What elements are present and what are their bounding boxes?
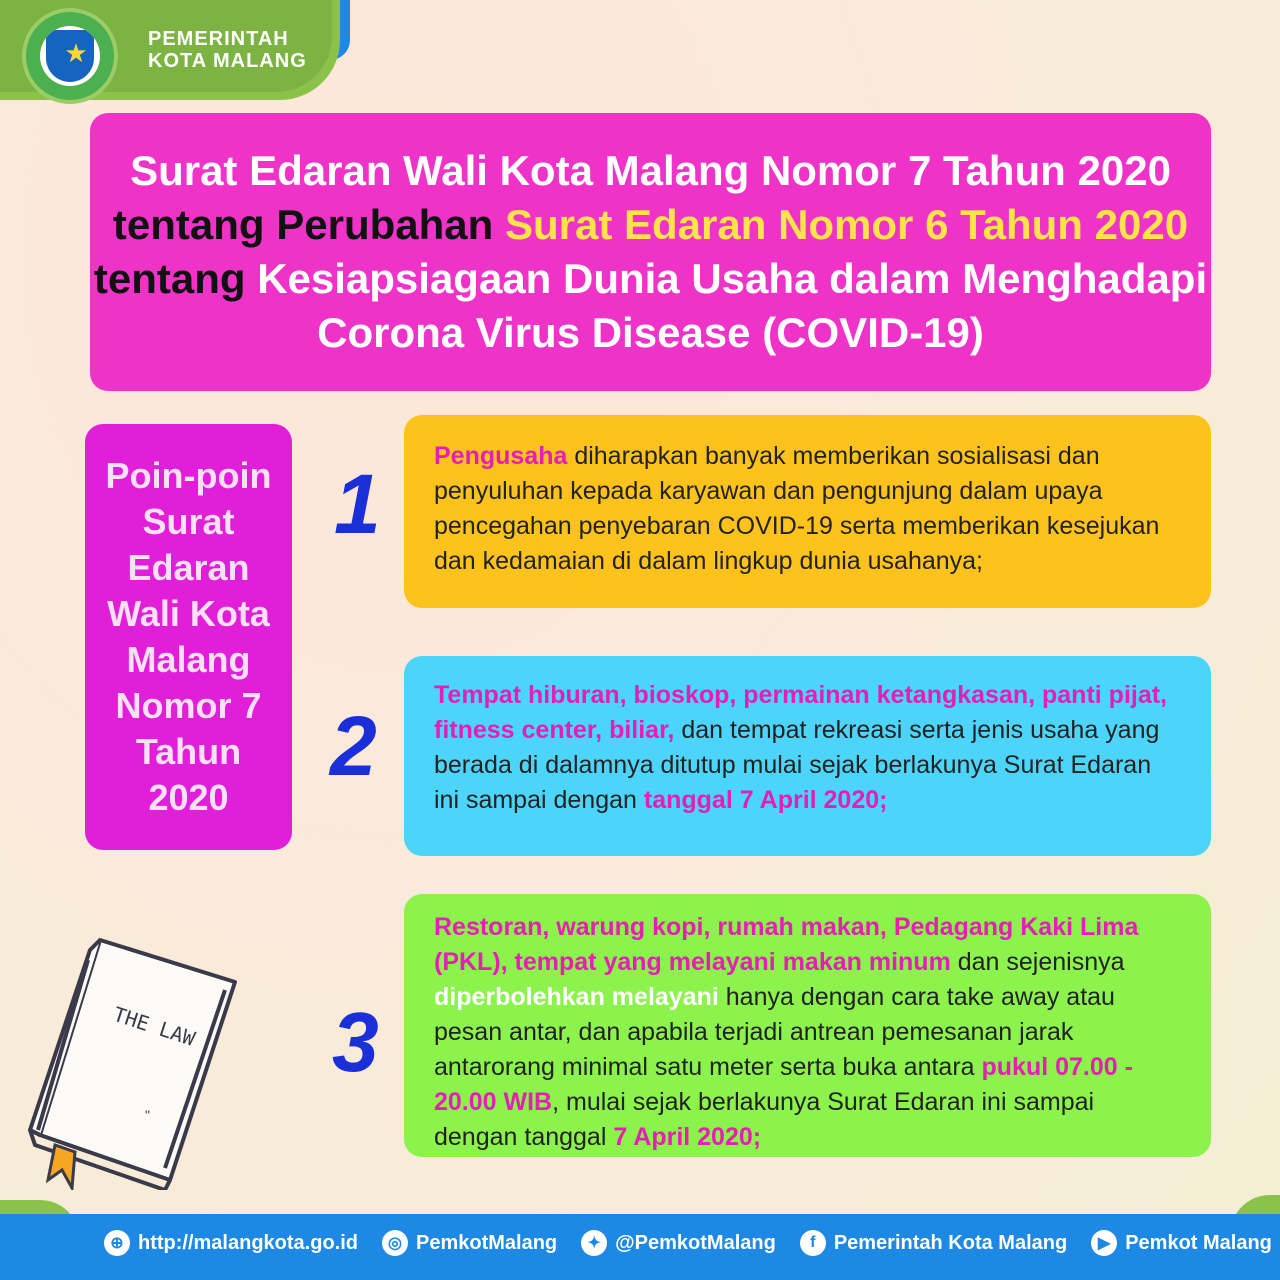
- youtube-play-icon: ▶: [1091, 1230, 1117, 1256]
- globe-icon: ⊕: [104, 1230, 130, 1256]
- point3-body-a: dan sejenisnya: [950, 948, 1125, 976]
- point-box-1: [404, 415, 1211, 608]
- footer-instagram-text: PemkotMalang: [416, 1231, 558, 1254]
- footer-youtube-text: Pemkot Malang: [1125, 1231, 1272, 1254]
- footer-facebook-link[interactable]: [800, 1230, 1067, 1256]
- point1-highlight: Pengusaha: [434, 442, 568, 470]
- point-number-2: 2: [330, 699, 377, 793]
- point3-allowed: diperbolehkan melayani: [434, 983, 719, 1011]
- point2-body: dan tempat rekreasi serta jenis usaha yang berada di dalamnya ditutup mulai sejak berlakunya Surat Edaran ini sampai dengan: [434, 716, 1160, 814]
- twitter-icon: ✦: [581, 1230, 607, 1256]
- side-box: [85, 424, 292, 850]
- svg-text:": ": [145, 1107, 150, 1123]
- point1-body: diharapkan banyak memberikan sosialisasi dan penyuluhan kepada karyawan dan pengunjung dalam upaya pencegahan penyebaran COVID-19 serta memberikan kesejukan dan kedamaian di dalam lingkup dunia usahanya;: [434, 442, 1160, 575]
- point-text-3: [434, 910, 1181, 1155]
- law-book-icon: [20, 930, 260, 1190]
- point-box-3: [404, 894, 1211, 1157]
- footer-twitter-link[interactable]: [581, 1230, 776, 1256]
- header-line1: PEMERINTAH: [148, 28, 289, 50]
- header-badge: [0, 0, 330, 100]
- point-number-1: 1: [334, 457, 381, 551]
- footer-website-text: http://malangkota.go.id: [138, 1231, 358, 1254]
- book-label: THE LAW: [110, 1001, 199, 1051]
- title-line2: [113, 198, 1188, 252]
- facebook-icon: f: [800, 1230, 826, 1256]
- point3-body-c: , mulai sejak berlakunya Surat Edaran ini sampai dengan tanggal: [434, 1088, 1095, 1151]
- title-box: [90, 113, 1211, 391]
- header-title: [148, 28, 307, 72]
- point3-body-b: hanya dengan cara take away atau pesan antar, dan apabila terjadi antrean pemesanan jarak antarorang minimal satu meter serta buka antara: [434, 983, 1115, 1081]
- point-text-1: [434, 439, 1181, 579]
- city-logo: [22, 8, 118, 104]
- title-line3-prefix: tentang: [93, 255, 258, 302]
- side-text: Poin-poin Surat Edaran Wali Kota Malang Nomor 7 Tahun 2020: [105, 455, 272, 818]
- footer-facebook-text: Pemerintah Kota Malang: [833, 1231, 1068, 1254]
- footer-social-links: [104, 1230, 1280, 1256]
- point3-highlight: Restoran, warung kopi, rumah makan, Pedagang Kaki Lima (PKL), tempat yang melayani makan minum: [434, 913, 1139, 976]
- footer-website-link[interactable]: [104, 1230, 358, 1256]
- footer-instagram-link[interactable]: [382, 1230, 557, 1256]
- point3-hours: pukul 07.00 - 20.00 WIB: [434, 1053, 1133, 1116]
- title-line1: Surat Edaran Wali Kota Malang Nomor 7 Tahun 2020: [130, 147, 1171, 194]
- point-number-3: 3: [332, 995, 379, 1089]
- point2-highlight: Tempat hiburan, bioskop, permainan ketangkasan, panti pijat, fitness center, biliar,: [434, 681, 1168, 744]
- logo-inner: [40, 26, 100, 86]
- title-line3: [94, 252, 1207, 306]
- footer-youtube-link[interactable]: [1091, 1230, 1272, 1256]
- logo-star-icon: ★: [64, 38, 88, 68]
- title-line2-prefix: tentang Perubahan: [112, 201, 505, 248]
- footer-twitter-text: @PemkotMalang: [615, 1231, 776, 1254]
- point-box-2: [404, 656, 1211, 856]
- point-text-2: [434, 678, 1181, 818]
- point2-date: tanggal 7 April 2020;: [643, 786, 888, 814]
- header-line2: KOTA MALANG: [148, 50, 307, 72]
- title-line3-rest: Kesiapsiagaan Dunia Usaha dalam Menghadapi: [257, 255, 1208, 302]
- instagram-icon: ◎: [382, 1230, 408, 1256]
- title-line4: Corona Virus Disease (COVID-19): [317, 309, 984, 356]
- title-line2-highlight: Surat Edaran Nomor 6 Tahun 2020: [504, 201, 1189, 248]
- point3-date: 7 April 2020;: [613, 1123, 762, 1151]
- logo-shield-icon: [46, 30, 94, 82]
